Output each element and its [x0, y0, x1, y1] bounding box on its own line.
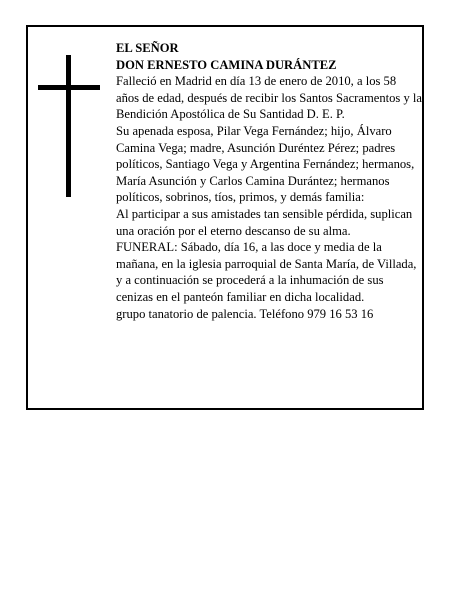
cross-vertical-bar: [66, 55, 71, 197]
paragraph-prayer-request: Al participar a sus amistades tan sensible pérdida, suplican una oración por el eterno descanso de su alma.: [116, 206, 413, 238]
paragraph-funeral-home: grupo tanatorio de palencia. Teléfono 979 16 53 16: [116, 306, 374, 321]
heading-deceased-name: DON ERNESTO CAMINA DURÁNTEZ: [116, 57, 337, 72]
heading-title: EL SEÑOR: [116, 41, 179, 55]
paragraph-funeral: FUNERAL: Sábado, día 16, a las doce y media de la mañana, en la iglesia parroquial de Santa María, de Villada, y a continuación se procederá a la inhumación de sus cenizas en el panteón familiar en dicha localidad.: [116, 240, 417, 304]
notice-text: [116, 40, 422, 322]
cross-horizontal-bar: [38, 85, 100, 90]
cross-icon: [38, 55, 100, 197]
paragraph-family: Su apenada esposa, Pilar Vega Fernández; hijo, Álvaro Camina Vega; madre, Asunción Duréntez Pérez; padres políticos, Santiago Vega y Argentina Fernández; hermanos, María Asunción y Carlos Camina Durántez; hermanos políticos, sobrinos, tíos, primos, y demás familia:: [116, 123, 415, 205]
paragraph-death-details: Falleció en Madrid en día 13 de enero de 2010, a los 58 años de edad, después de recibir los Santos Sacramentos y la Bendición Apostólica de Su Santidad D. E. P.: [116, 74, 423, 122]
obituary-notice: [26, 25, 424, 410]
